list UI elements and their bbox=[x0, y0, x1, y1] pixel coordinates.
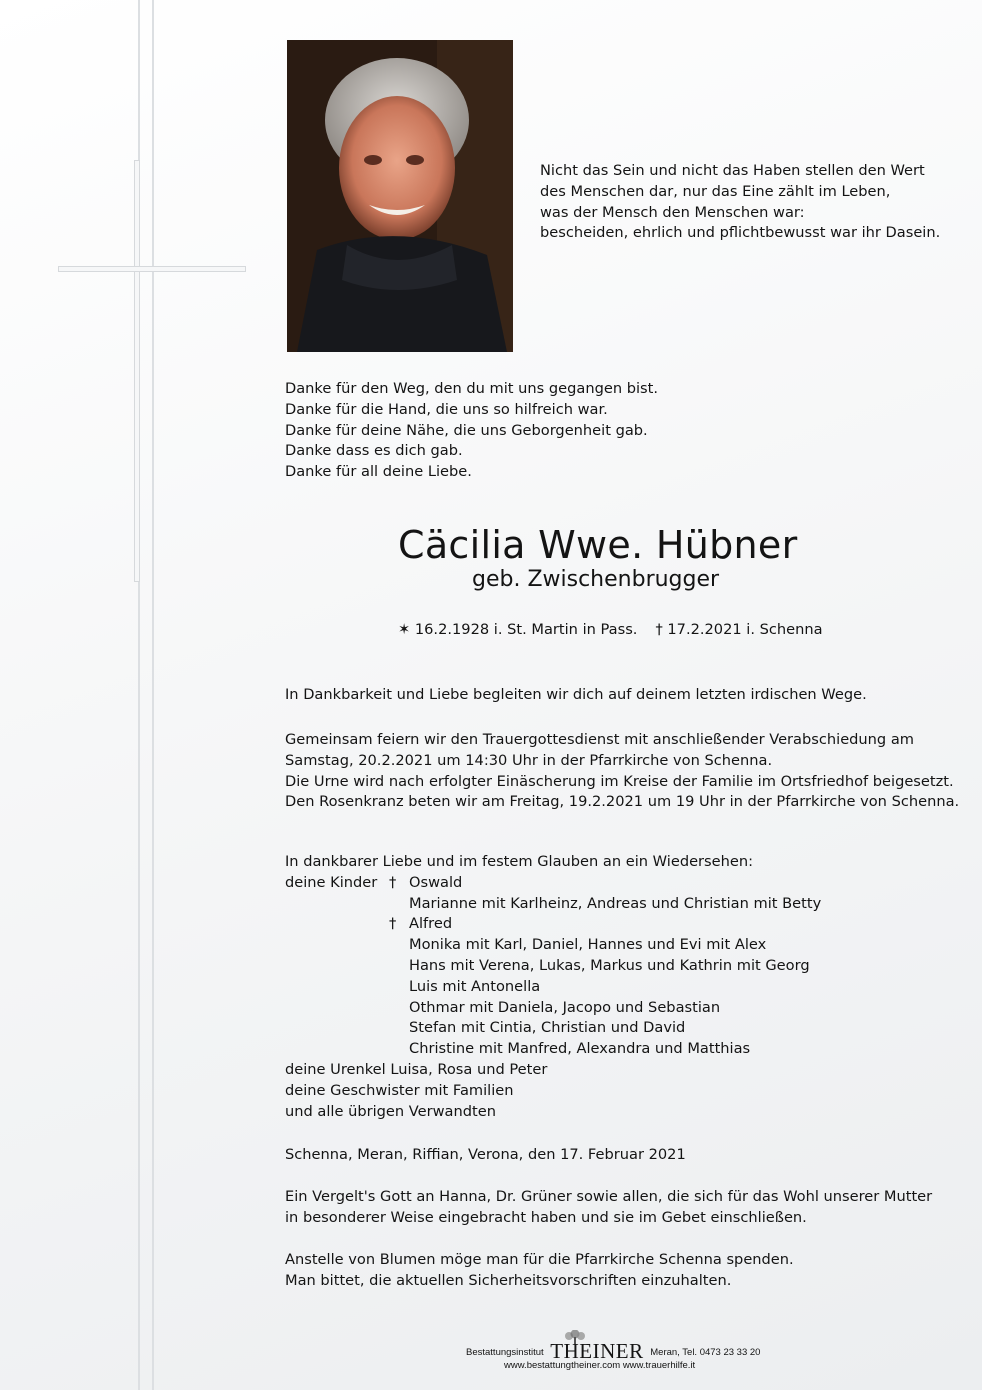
acknowledgement-paragraph bbox=[285, 1187, 932, 1229]
donation-line: Anstelle von Blumen möge man für die Pfarrkirche Schenna spenden. bbox=[285, 1251, 794, 1268]
life-dates bbox=[398, 620, 823, 640]
quote-line: was der Mensch den Menschen war: bbox=[540, 203, 805, 221]
family-name: Hans mit Verena, Lukas, Markus und Kathrin mit Georg bbox=[409, 956, 810, 974]
family-name: Alfred bbox=[409, 915, 453, 933]
portrait-illustration bbox=[287, 40, 513, 352]
funeral-info-line: Den Rosenkranz beten wir am Freitag, 19.2.2021 um 19 Uhr in der Pfarrkirche von Schenna. bbox=[285, 793, 960, 811]
cross-icon: † bbox=[389, 915, 397, 933]
funeral-info-line: Die Urne wird nach erfolgter Einäscherung im Kreise der Familie im Ortsfriedhof beigesetzt. bbox=[285, 772, 954, 790]
place-date: Schenna, Meran, Riffian, Verona, den 17. Februar 2021 bbox=[285, 1146, 686, 1163]
family-row bbox=[285, 998, 753, 1019]
funeral-info-line: Gemeinsam feiern wir den Trauergottesdienst mit anschließender Verabschiedung am bbox=[285, 731, 914, 748]
acknowledgement-line: Ein Vergelt's Gott an Hanna, Dr. Grüner sowie allen, die sich für das Wohl unserer Mutter bbox=[285, 1188, 933, 1205]
deceased-name: Cäcilia Wwe. Hübner bbox=[398, 523, 798, 567]
family-row bbox=[285, 977, 753, 998]
family-name: Othmar mit Daniela, Jacopo und Sebastian bbox=[409, 998, 721, 1016]
donation-paragraph bbox=[285, 1250, 794, 1292]
family-row bbox=[285, 1039, 753, 1060]
death-date: † 17.2.2021 i. Schenna bbox=[655, 621, 823, 638]
family-row bbox=[285, 914, 753, 935]
family-name: Luis mit Antonella bbox=[409, 977, 541, 995]
quote-block bbox=[540, 161, 940, 244]
thanks-line: Danke für den Weg, den du mit uns gegangen bist. bbox=[285, 380, 658, 397]
portrait-photo bbox=[287, 40, 513, 352]
family-name: Marianne mit Karlheinz, Andreas und Christian mit Betty bbox=[409, 894, 822, 912]
family-extra-line: deine Geschwister mit Familien bbox=[285, 1081, 514, 1099]
cross-horizontal-bar bbox=[58, 266, 246, 272]
acknowledgement-line: in besonderer Weise eingebracht haben und sie im Gebet einschließen. bbox=[285, 1208, 807, 1226]
family-extra-line: und alle übrigen Verwandten bbox=[285, 1102, 496, 1120]
family-row bbox=[285, 1018, 753, 1039]
family-name: Oswald bbox=[409, 873, 463, 891]
family-row bbox=[285, 894, 822, 915]
family-name: Monika mit Karl, Daniel, Hannes und Evi mit Alex bbox=[409, 936, 767, 954]
quote-line: des Menschen dar, nur das Eine zählt im Leben, bbox=[540, 182, 891, 200]
decorative-line bbox=[152, 0, 154, 1390]
family-name: Christine mit Manfred, Alexandra und Matthias bbox=[409, 1040, 751, 1058]
family-row bbox=[285, 935, 767, 956]
birth-date: ✶ 16.2.1928 i. St. Martin in Pass. bbox=[398, 621, 638, 638]
family-row bbox=[285, 956, 810, 977]
quote-line: bescheiden, ehrlich und pflichtbewusst war ihr Dasein. bbox=[540, 224, 941, 242]
thanks-line: Danke dass es dich gab. bbox=[285, 442, 463, 460]
cross-vertical-bar bbox=[134, 160, 140, 582]
family-extra-line: deine Urenkel Luisa, Rosa und Peter bbox=[285, 1060, 548, 1078]
family-intro: In dankbarer Liebe und im festem Glauben an ein Wiedersehen: bbox=[285, 853, 754, 870]
family-name: Stefan mit Cintia, Christian und David bbox=[409, 1019, 686, 1037]
family-row bbox=[285, 873, 753, 894]
thanks-line: Danke für all deine Liebe. bbox=[285, 463, 472, 481]
footer-institute: Bestattungsinstitut bbox=[466, 1347, 544, 1358]
donation-line: Man bittet, die aktuellen Sicherheitsvorschriften einzuhalten. bbox=[285, 1271, 732, 1289]
cross-icon: † bbox=[389, 873, 397, 891]
birth-name: geb. Zwischenbrugger bbox=[472, 567, 720, 592]
quote-line: Nicht das Sein und nicht das Haben stellen den Wert bbox=[540, 162, 925, 179]
gratitude-paragraph: In Dankbarkeit und Liebe begleiten wir dich auf deinem letzten irdischen Wege. bbox=[285, 686, 867, 703]
family-block bbox=[285, 852, 822, 1122]
thanks-line: Danke für die Hand, die uns so hilfreich war. bbox=[285, 400, 608, 418]
funeral-info-paragraph bbox=[285, 730, 959, 813]
family-label: deine Kinder bbox=[285, 873, 378, 891]
footer-brand: THEINER bbox=[550, 1339, 644, 1363]
footer-contact: Meran, Tel. 0473 23 33 20 bbox=[650, 1347, 761, 1358]
thanks-line: Danke für deine Nähe, die uns Geborgenheit gab. bbox=[285, 421, 648, 439]
funeral-info-line: Samstag, 20.2.2021 um 14:30 Uhr in der Pfarrkirche von Schenna. bbox=[285, 751, 773, 769]
footer-web: www.bestattungtheiner.com www.trauerhilfe.it bbox=[504, 1360, 696, 1371]
thanks-block bbox=[285, 379, 658, 483]
